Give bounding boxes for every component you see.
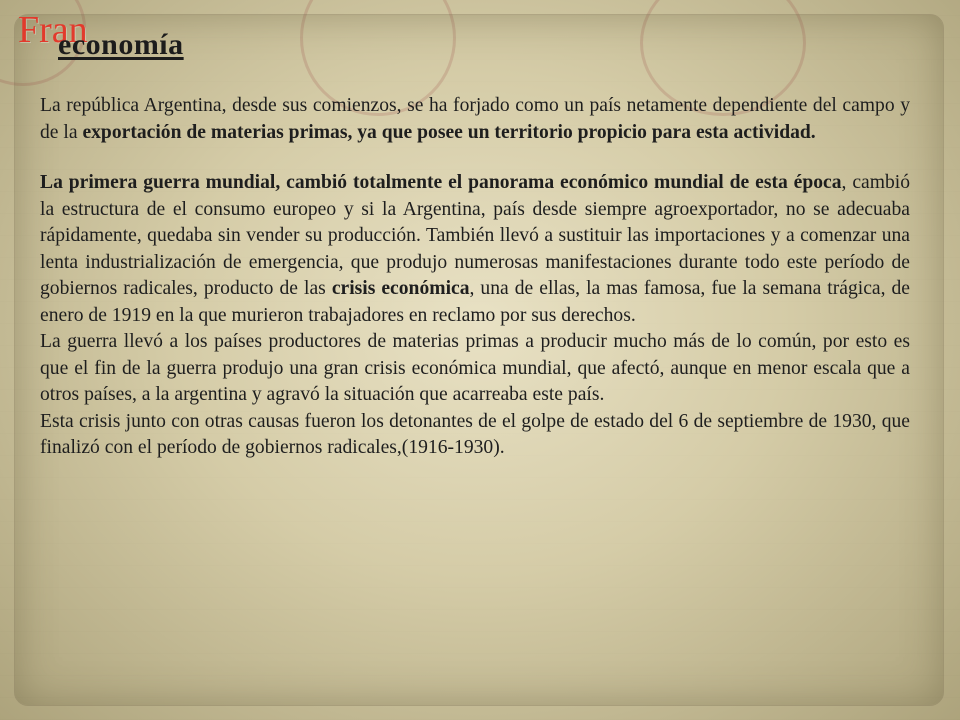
- text-run: La guerra llevó a los países productores de materias primas a producir mucho más de lo común, por esto es que el fin de la guerra produjo una gran crisis económica mundial, que afectó, aunque en menor escala que a otros países, a la argentina y agravó la situación que acarreaba este país.: [40, 331, 910, 405]
- paragraph: [40, 170, 910, 329]
- text-run: , cambió la estructura de el consumo europeo y si la Argentina, país desde siempre agroexportador, no se adecuaba rápidamente, quedaba sin vender su producción. También llevó a sustituir las importaciones y a comenzar una lenta industrialización de emergencia, que produjo numerosas manifestaciones durante todo este período de gobiernos radicales, producto de las: [40, 172, 911, 299]
- bold-text-run: .: [810, 121, 816, 143]
- bold-text-run: crisis económica: [331, 278, 470, 299]
- bold-text-run: La primera guerra mundial, cambió totalmente el panorama económico mundial de esta época: [40, 172, 842, 193]
- body-text: [40, 93, 910, 462]
- bold-text-run: exportación de materias primas, ya que posee un territorio propicio para esta actividad: [82, 121, 811, 143]
- slide-title: economía: [58, 28, 184, 61]
- text-run: La república Argentina, desde sus comienzos, se ha forjado como un país netamente dependiente del campo y de la: [40, 95, 910, 143]
- paragraph: [40, 409, 910, 462]
- author-name: Fran: [18, 9, 88, 51]
- paragraph: [40, 93, 910, 146]
- paragraph: [40, 329, 910, 409]
- text-run: , una de ellas, la mas famosa, fue la semana trágica, de enero de 1919 en la que murieron trabajadores en reclamo por sus derechos.: [40, 278, 911, 326]
- text-run: Esta crisis junto con otras causas fueron los detonantes de el golpe de estado del 6 de septiembre de 1930, que finalizó con el período de gobiernos radicales,(1916-1930).: [40, 410, 910, 458]
